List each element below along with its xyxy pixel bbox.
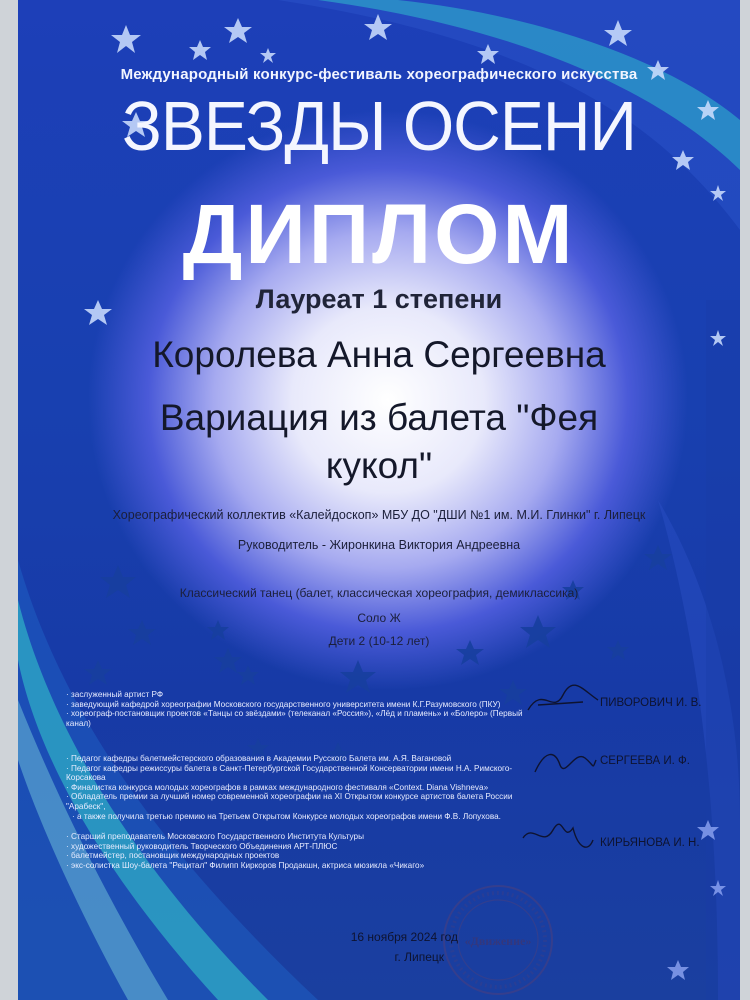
jury-credential: · а также получила третью премию на Третьем Открытом Конкурсе молодых хореографов имени Ф.В. Лопухова. — [66, 812, 536, 822]
jury-credential: · заведующий кафедрой хореографии Московского государственного университета имени К.Г.Разумовского (ПКУ) — [66, 700, 536, 710]
diploma-sheet — [18, 0, 740, 1000]
jury-name-3: КИРЬЯНОВА И. Н. — [600, 837, 700, 849]
leader-info: Руководитель - Жиронкина Виктория Андреевна — [237, 538, 521, 552]
issue-date: 16 ноября 2024 год — [350, 930, 458, 944]
star-icon — [224, 18, 252, 43]
genre-info: Классический танец (балет, классическая хореография, демиклассика) — [179, 586, 579, 600]
signature-3 — [518, 818, 598, 860]
jury-credentials-1 — [66, 690, 536, 728]
signature-2 — [530, 740, 600, 780]
piece-title-line2: кукол" — [325, 445, 433, 486]
participant-name: Королева Анна Сергеевна — [152, 334, 606, 375]
star-icon — [340, 660, 376, 693]
jury-credential: · Педагог кафедры режиссуры балета в Санкт-Петербургской Государственной Консерватории имени Н.А. Римского-Корсакова — [66, 764, 536, 783]
star-icon — [214, 648, 242, 673]
jury-credential: · заслуженный артист РФ — [66, 690, 536, 700]
jury-credential: · Обладатель премии за лучший номер современной хореографии на XI Открытом конкурсе артистов балета России "Арабеск", — [66, 792, 536, 811]
star-icon — [189, 40, 211, 60]
jury-credential: · балетмейстер, постановщик международных проектов — [66, 851, 536, 861]
star-icon — [84, 660, 112, 685]
star-icon — [260, 48, 276, 63]
issue-city: г. Липецк — [394, 950, 444, 964]
star-icon — [111, 25, 141, 53]
age-category: Дети 2 (10-12 лет) — [328, 634, 430, 648]
jury-credential: · экс-солистка Шоу-балета "Рецитал" Филипп Киркоров Продакшн, актриса мюзикла «Чикаго» — [66, 861, 536, 871]
jury-name-1: ПИВОРОВИЧ И. В. — [600, 697, 702, 709]
jury-credential: · Старший преподаватель Московского Государственного Института Культуры — [66, 832, 536, 842]
star-icon — [667, 960, 689, 980]
format-info: Соло Ж — [357, 611, 401, 625]
festival-subtitle: Международный конкурс-фестиваль хореографического искусства — [120, 66, 638, 83]
jury-credential: · хореограф-постановщик проектов «Танцы со звёздами» (телеканал «Россия»), «Лёд и пламень» и «Болеро» (Первый канал) — [66, 709, 536, 728]
festival-name: ЗВЕЗДЫ ОСЕНИ — [122, 87, 636, 165]
jury-credential: · Педагог кафедры балетмейстерского образования в Академии Русского Балета им. А.Я. Вагановой — [66, 754, 536, 764]
jury-credential: · Финалистка конкурса молодых хореографов в рамках международного фестиваля «Context. Diana Vishneva» — [66, 783, 536, 793]
stamp-text: «Движение» — [464, 934, 532, 948]
jury-credentials-3 — [66, 832, 536, 870]
collective-info: Хореографический коллектив «Калейдоскоп» МБУ ДО "ДШИ №1 им. М.И. Глинки" г. Липецк — [112, 508, 646, 522]
jury-name-2: СЕРГЕЕВА И. Ф. — [600, 755, 690, 767]
document-title: ДИПЛОМ — [182, 187, 576, 281]
award-degree: Лауреат 1 степени — [255, 284, 503, 314]
signature-1 — [523, 680, 603, 720]
jury-credential: · художественный руководитель Творческого Объединения АРТ-ПЛЮС — [66, 842, 536, 852]
piece-title-line1: Вариация из балета "Фея — [159, 397, 599, 438]
jury-credentials-2 — [66, 754, 536, 821]
piece-title — [18, 394, 740, 490]
star-icon — [237, 665, 259, 685]
